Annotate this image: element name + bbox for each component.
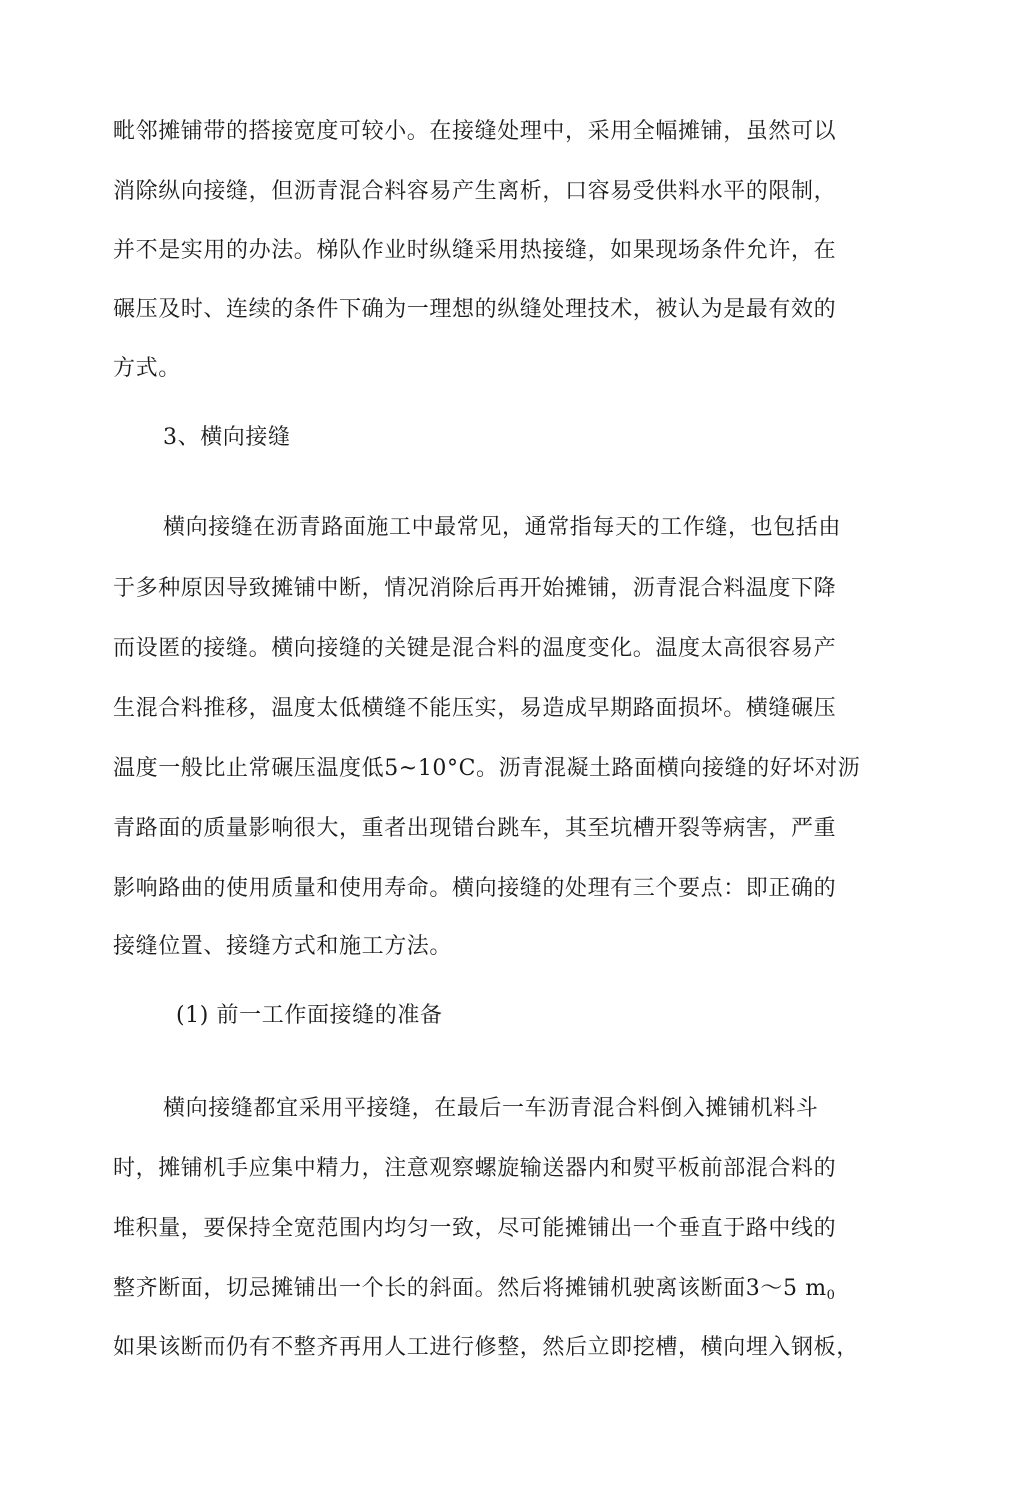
text-line: 毗邻摊铺带的搭接宽度可较小。在接缝处理中，采用全幅摊铺，虽然可以 [113, 119, 837, 144]
text-line [113, 1274, 835, 1311]
text-line: 影响路曲的使用质量和使用寿命。横向接缝的处理有三个要点：即正确的 [113, 876, 837, 901]
subsection-heading: (1) 前一工作面接缝的准备 [176, 1003, 443, 1028]
text-line: 时，摊铺机手应集中精力，注意观察螺旋输送器内和熨平板前部混合料的 [113, 1156, 837, 1181]
subscript: 0 [826, 1288, 835, 1303]
text-line: 碾压及时、连续的条件下确为一理想的纵缝处理技术，被认为是最有效的 [113, 297, 837, 322]
text-line: 温度一般比止常碾压温度低5~10°C。沥青混凝土路面横向接缝的好坏对沥 [113, 756, 861, 781]
text-line: 生混合料推移，温度太低横缝不能压实，易造成早期路面损坏。横缝碾压 [113, 696, 837, 721]
text-line: 接缝位置、接缝方式和施工方法。 [113, 934, 453, 959]
text-line: 横向接缝在沥青路面施工中最常见，通常指每天的工作缝，也包括由 [163, 515, 842, 540]
text-line: 如果该断而仍有不整齐再用人工进行修整，然后立即挖槽，横向埋入钢板， [113, 1335, 859, 1360]
text-line: 横向接缝都宜采用平接缝，在最后一车沥青混合料倒入摊铺机料斗 [163, 1096, 819, 1121]
text-line: 方式。 [113, 356, 181, 381]
text-line: 堆积量，要保持全宽范围内均匀一致，尽可能摊铺出一个垂直于路中线的 [113, 1216, 837, 1241]
text-line: 于多种原因导致摊铺中断，情况消除后再开始摊铺，沥青混合料温度下降 [113, 576, 837, 601]
section-heading: 3、横向接缝 [163, 425, 291, 450]
text-line: 而设匿的接缝。横向接缝的关键是混合料的温度变化。温度太高很容易产 [113, 636, 837, 661]
text-line-body: 整齐断面，切忌摊铺出一个长的斜面。然后将摊铺机驶离该断面3〜5 m [113, 1276, 827, 1301]
text-line: 青路面的质量影响很大，重者出现错台跳车，其至坑槽开裂等病害，严重 [113, 816, 837, 841]
text-line: 消除纵向接缝，但沥青混合料容易产生离析，口容易受供料水平的限制， [113, 179, 837, 204]
text-line: 并不是实用的办法。梯队作业时纵缝采用热接缝，如果现场条件允许，在 [113, 238, 837, 263]
